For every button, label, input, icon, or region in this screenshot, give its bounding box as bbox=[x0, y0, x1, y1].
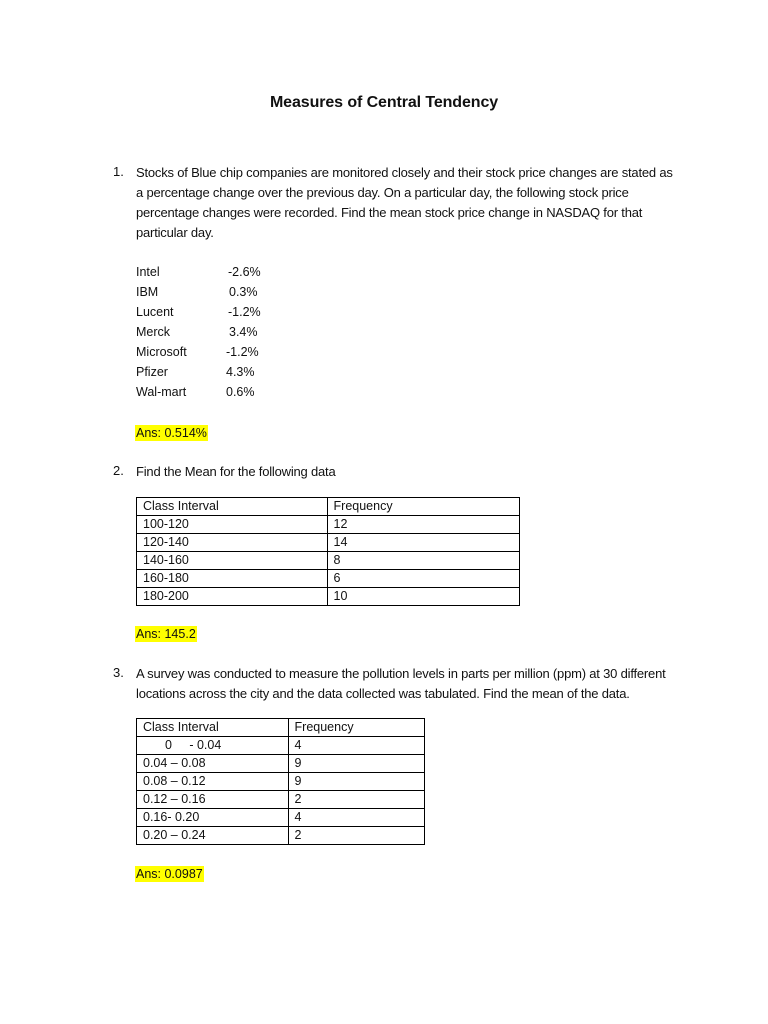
stock-change: 0.6% bbox=[226, 385, 255, 399]
table-header-row bbox=[137, 498, 520, 516]
table-cell: 4 bbox=[288, 737, 424, 755]
table-cell: 0 - 0.04 bbox=[137, 737, 289, 755]
question-3-number: 3. bbox=[113, 665, 124, 680]
table-cell: 4 bbox=[288, 809, 424, 827]
stock-change: -2.6% bbox=[228, 265, 261, 279]
table-cell: 0.04 – 0.08 bbox=[137, 755, 289, 773]
stock-name: Lucent bbox=[136, 305, 174, 319]
question-1-line: Stocks of Blue chip companies are monitored closely and their stock price changes are stated as bbox=[136, 165, 673, 180]
table-cell: 2 bbox=[288, 827, 424, 845]
stock-change: 4.3% bbox=[226, 365, 255, 379]
table-cell: 12 bbox=[327, 516, 519, 534]
class-interval-table-2 bbox=[136, 718, 425, 845]
stock-name: Wal-mart bbox=[136, 385, 187, 399]
table-row bbox=[137, 588, 520, 606]
question-3-answer: Ans: 0.0987 bbox=[136, 867, 203, 881]
table-header-row bbox=[137, 719, 425, 737]
header-cell: Class Interval bbox=[137, 498, 328, 516]
table-cell: 6 bbox=[327, 570, 519, 588]
table-cell: 9 bbox=[288, 773, 424, 791]
table-cell: 9 bbox=[288, 755, 424, 773]
stock-change: 0.3% bbox=[229, 285, 258, 299]
table-cell: 140-160 bbox=[137, 552, 328, 570]
question-3-line: A survey was conducted to measure the pollution levels in parts per million (ppm) at 30 different bbox=[136, 666, 666, 681]
table-cell: 100-120 bbox=[137, 516, 328, 534]
table-row bbox=[137, 534, 520, 552]
question-3-text bbox=[136, 664, 681, 704]
question-1-answer: Ans: 0.514% bbox=[136, 426, 207, 440]
header-cell: Frequency bbox=[288, 719, 424, 737]
table-row bbox=[137, 516, 520, 534]
question-1-line: percentage changes were recorded. Find the mean stock price change in NASDAQ for that bbox=[136, 205, 643, 220]
stock-name: IBM bbox=[136, 285, 159, 299]
table-row bbox=[137, 755, 425, 773]
header-cell: Class Interval bbox=[137, 719, 289, 737]
table-row bbox=[137, 809, 425, 827]
question-1-line: a percentage change over the previous day. On a particular day, the following stock price bbox=[136, 185, 629, 200]
table-row bbox=[137, 570, 520, 588]
table-cell: 120-140 bbox=[137, 534, 328, 552]
table-row bbox=[137, 827, 425, 845]
question-1-text bbox=[136, 163, 681, 243]
stock-change: -1.2% bbox=[226, 345, 259, 359]
table-cell: 0.12 – 0.16 bbox=[137, 791, 289, 809]
stock-change: 3.4% bbox=[229, 325, 258, 339]
question-2-answer: Ans: 145.2 bbox=[136, 627, 196, 641]
page-title: Measures of Central Tendency bbox=[269, 94, 499, 111]
table-cell: 8 bbox=[327, 552, 519, 570]
table-cell: 2 bbox=[288, 791, 424, 809]
question-1-number: 1. bbox=[113, 164, 124, 179]
stock-change: -1.2% bbox=[228, 305, 261, 319]
class-interval-table-1 bbox=[136, 497, 520, 606]
question-2-text: Find the Mean for the following data bbox=[136, 464, 336, 479]
stock-name: Microsoft bbox=[136, 345, 187, 359]
table-cell: 160-180 bbox=[137, 570, 328, 588]
table-row bbox=[137, 737, 425, 755]
question-1-line: particular day. bbox=[136, 225, 214, 240]
table-cell: 0.16- 0.20 bbox=[137, 809, 289, 827]
stock-name: Merck bbox=[136, 325, 171, 339]
stock-name: Pfizer bbox=[136, 365, 168, 379]
stock-name: Intel bbox=[136, 265, 160, 279]
table-row bbox=[137, 791, 425, 809]
question-2-number: 2. bbox=[113, 463, 124, 478]
table-cell: 10 bbox=[327, 588, 519, 606]
table-row bbox=[137, 773, 425, 791]
table-cell: 14 bbox=[327, 534, 519, 552]
header-cell: Frequency bbox=[327, 498, 519, 516]
table-cell: 0.20 – 0.24 bbox=[137, 827, 289, 845]
question-3-line: locations across the city and the data collected was tabulated. Find the mean of the data. bbox=[136, 686, 630, 701]
table-cell: 180-200 bbox=[137, 588, 328, 606]
table-cell: 0.08 – 0.12 bbox=[137, 773, 289, 791]
table-row bbox=[137, 552, 520, 570]
